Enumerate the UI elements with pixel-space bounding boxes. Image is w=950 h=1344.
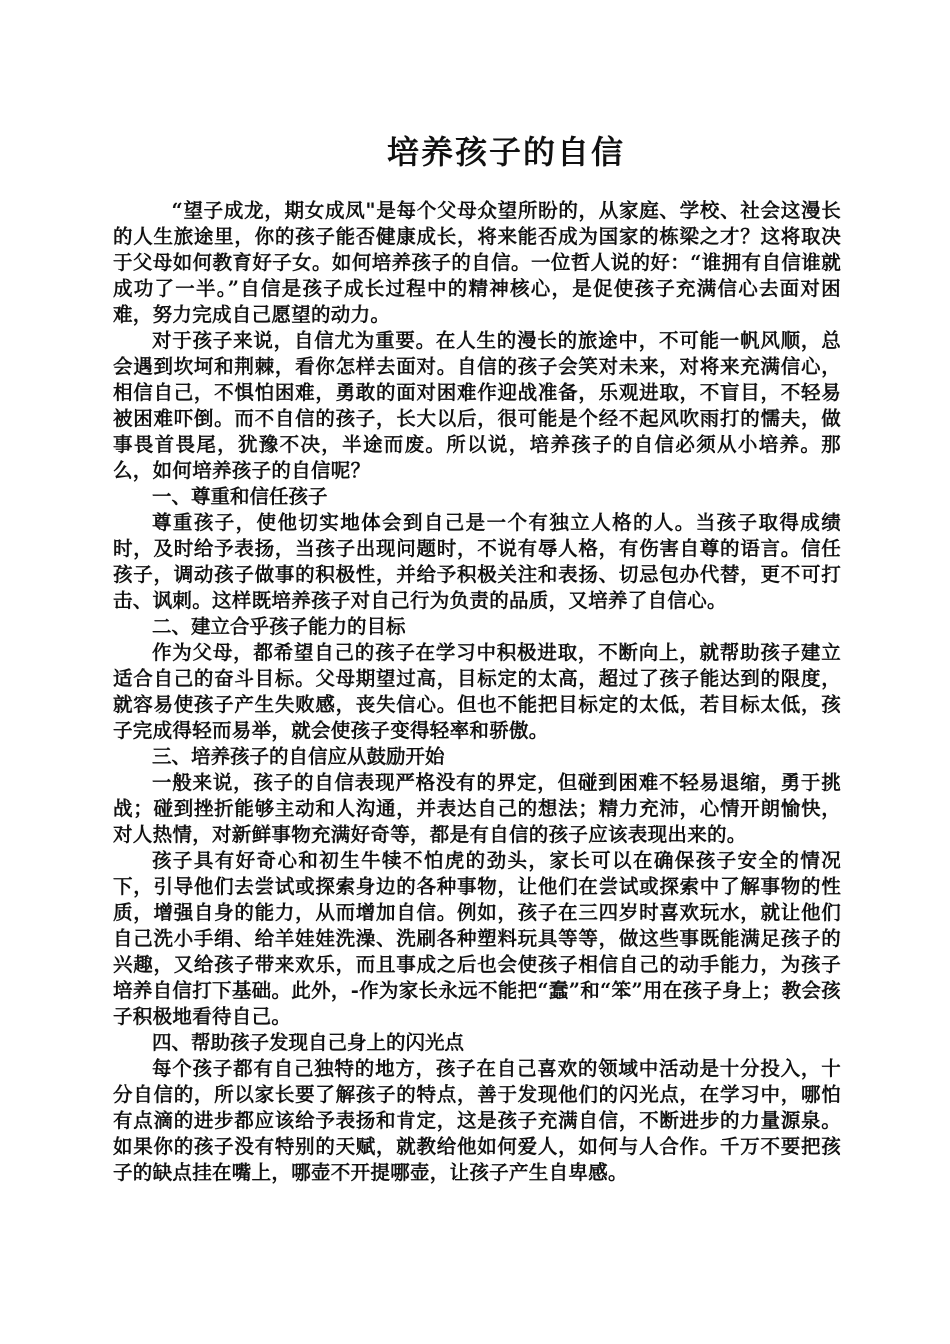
section-heading: 一、尊重和信任孩子 xyxy=(152,485,328,508)
paragraph: 尊重孩子，使他切实地体会到自己是一个有独立人格的人。当孩子取得成绩时，及时给予表扬，当孩子出现问题时，不说有辱人格，有伤害自尊的语言。信任孩子，调动孩子做事的积极性，并给予积极关注和表扬、切忌包办代替，更不可打击、讽刺。这样既培养孩子对自己行为负责的品质，又培养了自信心。 xyxy=(113,511,841,612)
paragraph: 孩子具有好奇心和初生牛犊不怕虎的劲头，家长可以在确保孩子安全的情况下，引导他们去尝试或探索身边的各种事物，让他们在尝试或探索中了解事物的性质，增强自身的能力，从而增加自信。例如，孩子在三四岁时喜欢玩水，就让他们自己洗小手绢、给羊娃娃洗澡、洗刷各种塑料玩具等等，做这些事既能满足孩子的兴趣，又给孩子带来欢乐，而且事成之后也会使孩子相信自己的动手能力，为孩子培养自信打下基础。此外，-作为家长永远不能把“蠢”和“笨”用在孩子身上；教会孩子积极地看待自己。 xyxy=(113,849,841,1028)
paragraph: 对于孩子来说，自信尤为重要。在人生的漫长的旅途中，不可能一帆风顺，总会遇到坎坷和荆棘，看你怎样去面对。自信的孩子会笑对未来，对将来充满信心，相信自己，不惧怕困难，勇敢的面对困难作迎战准备，乐观进取，不盲目，不轻易被困难吓倒。而不自信的孩子，长大以后，很可能是个经不起风吹雨打的懦夫，做事畏首畏尾，犹豫不决，半途而废。所以说，培养孩子的自信必须从小培养。那么，如何培养孩子的自信呢？ xyxy=(113,329,841,482)
paragraph: 一般来说，孩子的自信表现严格没有的界定，但碰到困难不轻易退缩，勇于挑战；碰到挫折能够主动和人沟通，并表达自己的想法；精力充沛，心情开朗愉快，对人热情，对新鲜事物充满好奇等，都是有自信的孩子应该表现出来的。 xyxy=(113,771,841,846)
paragraph: 每个孩子都有自己独特的地方，孩子在自己喜欢的领域中活动是十分投入，十分自信的，所以家长要了解孩子的特点，善于发现他们的闪光点，在学习中，哪怕有点滴的进步都应该给予表扬和肯定，这是孩子充满自信，不断进步的力量源泉。如果你的孩子没有特别的天赋，就教给他如何爱人，如何与人合作。千万不要把孩子的缺点挂在嘴上，哪壶不开提哪壶，让孩子产生自卑感。 xyxy=(113,1057,841,1184)
section-heading: 三、培养孩子的自信应从鼓励开始 xyxy=(152,745,445,768)
document-body xyxy=(113,198,841,1186)
document-title: 培养孩子的自信 xyxy=(386,133,625,171)
section-heading: 四、帮助孩子发现自己身上的闪光点 xyxy=(152,1031,465,1054)
paragraph: 作为父母，都希望自己的孩子在学习中积极进取，不断向上，就帮助孩子建立适合自己的奋斗目标。父母期望过高，目标定的太高，超过了孩子能达到的限度，就容易使孩子产生失败感，丧失信心。但也不能把目标定的太低，若目标太低，孩子完成得轻而易举，就会使孩子变得轻率和骄傲。 xyxy=(113,641,841,742)
paragraph-intro: “望子成龙，期女成凤"是每个父母众望所盼的，从家庭、学校、社会这漫长的人生旅途里，你的孩子能否健康成长，将来能否成为国家的栋梁之才？这将取决于父母如何教育好子女。如何培养孩子的自信。一位哲人说的好：“谁拥有自信谁就成功了一半。”自信是孩子成长过程中的精神核心，是促使孩子充满信心去面对困难，努力完成自己愿望的动力。 xyxy=(113,199,841,326)
section-heading: 二、建立合乎孩子能力的目标 xyxy=(152,615,406,638)
